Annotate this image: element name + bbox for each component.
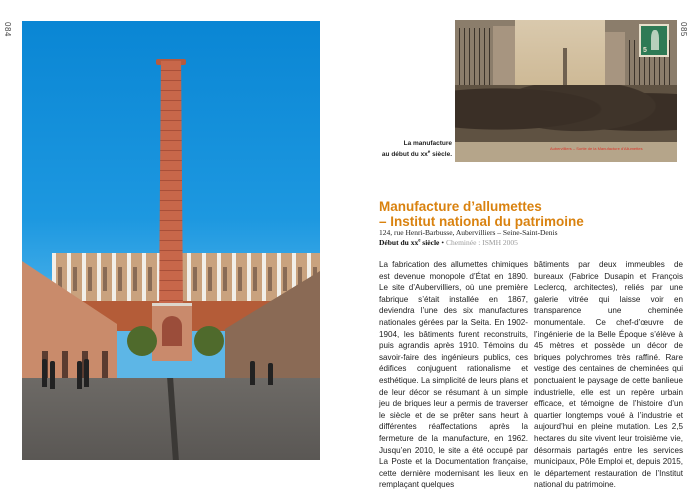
postage-stamp-icon xyxy=(639,24,669,57)
bullet-separator: • xyxy=(441,238,445,247)
metadata-line xyxy=(379,238,518,247)
postcard-printed-caption: Aubervilliers – Sortie de la Manufacture d'Allumettes xyxy=(550,146,643,151)
chimney-base xyxy=(152,303,192,361)
heritage-listing: Cheminée : ISMH 2005 xyxy=(446,238,518,247)
postcard-caption xyxy=(380,140,452,159)
person xyxy=(84,359,89,387)
person xyxy=(268,363,273,385)
courtyard-pavement xyxy=(22,378,320,460)
caption-line-2: au début du $xx^e$ siècle. xyxy=(381,149,452,159)
article-title xyxy=(379,199,679,229)
title-line-1: Manufacture d’allumettes xyxy=(379,199,542,214)
title-line-2: – Institut national du patrimoine xyxy=(379,214,584,229)
person xyxy=(77,361,82,389)
person xyxy=(250,361,255,385)
page-number-left: 084 xyxy=(3,22,12,37)
tree xyxy=(127,326,157,356)
brick-chimney xyxy=(159,61,183,311)
crowd-of-workers xyxy=(455,85,677,145)
historic-postcard-photo xyxy=(455,20,677,162)
address: 124, rue Henri-Barbusse, Aubervilliers – Seine-Saint-Denis xyxy=(379,228,558,237)
period: Début du $xx^e$ siècle xyxy=(379,238,440,247)
caption-line-1: La manufacture xyxy=(403,140,452,147)
page-number-right: 085 xyxy=(679,22,688,37)
body-column-2: bâtiments par deux immeubles de bureaux (Fabrice Dusapin et François Leclercq, architectes), reliés par une galerie vitrée qui laisse voir en transparence une cheminée monumentale. Ce chef-d’œuvre de l’ingénierie de la Belle Époque s’élève à 45 mètres et possède un décor de briques polychromes très raffiné. Rare vestige des centaines de cheminées qui ponctuaient le paysage de cette banlieue industrielle, elle est un repère urbain efficace, et témoigne de l’histoire d’un quartier longtemps voué à l’industrie et aujourd’hui en pleine mutation. Les 2,5 hectares du site vivent leur troisième vie, désormais partagés entre les services municipaux, Pôle Emploi et, depuis 2015, le département restauration de l’Institut national du patrimoine. xyxy=(534,260,683,490)
person xyxy=(50,361,55,389)
distant-chimney xyxy=(563,48,567,88)
tree xyxy=(194,326,224,356)
chimney-courtyard-photo xyxy=(22,21,320,460)
street-ground xyxy=(455,142,677,162)
body-column-1: La fabrication des allumettes chimiques est devenue monopole d’État en 1890. Le site d’Aubervilliers, où une première fabrique s’était installée en 1867, deviendra l’une des six manufactures nationales gérées par la Seita. En 1902-1904, les bâtiments furent reconstruits, puis agrandis après 1910. Témoins du savoir-faire des ingénieurs publics, ces édifices conjuguent rationalisme et esthétique. La simplicité de leurs plans et de leur décor se résumant à un simple jeu de briques leur a permis de traverser le siècle et de se prêter sans heurt à différentes réaffectations après la fermeture de la manufacture, en 1962. Jusqu’en 2010, le site a été occupé par La Poste et la Documentation française, cette dernière modernisant les lieux en remplaçant quelques xyxy=(379,260,528,490)
person xyxy=(42,359,47,387)
